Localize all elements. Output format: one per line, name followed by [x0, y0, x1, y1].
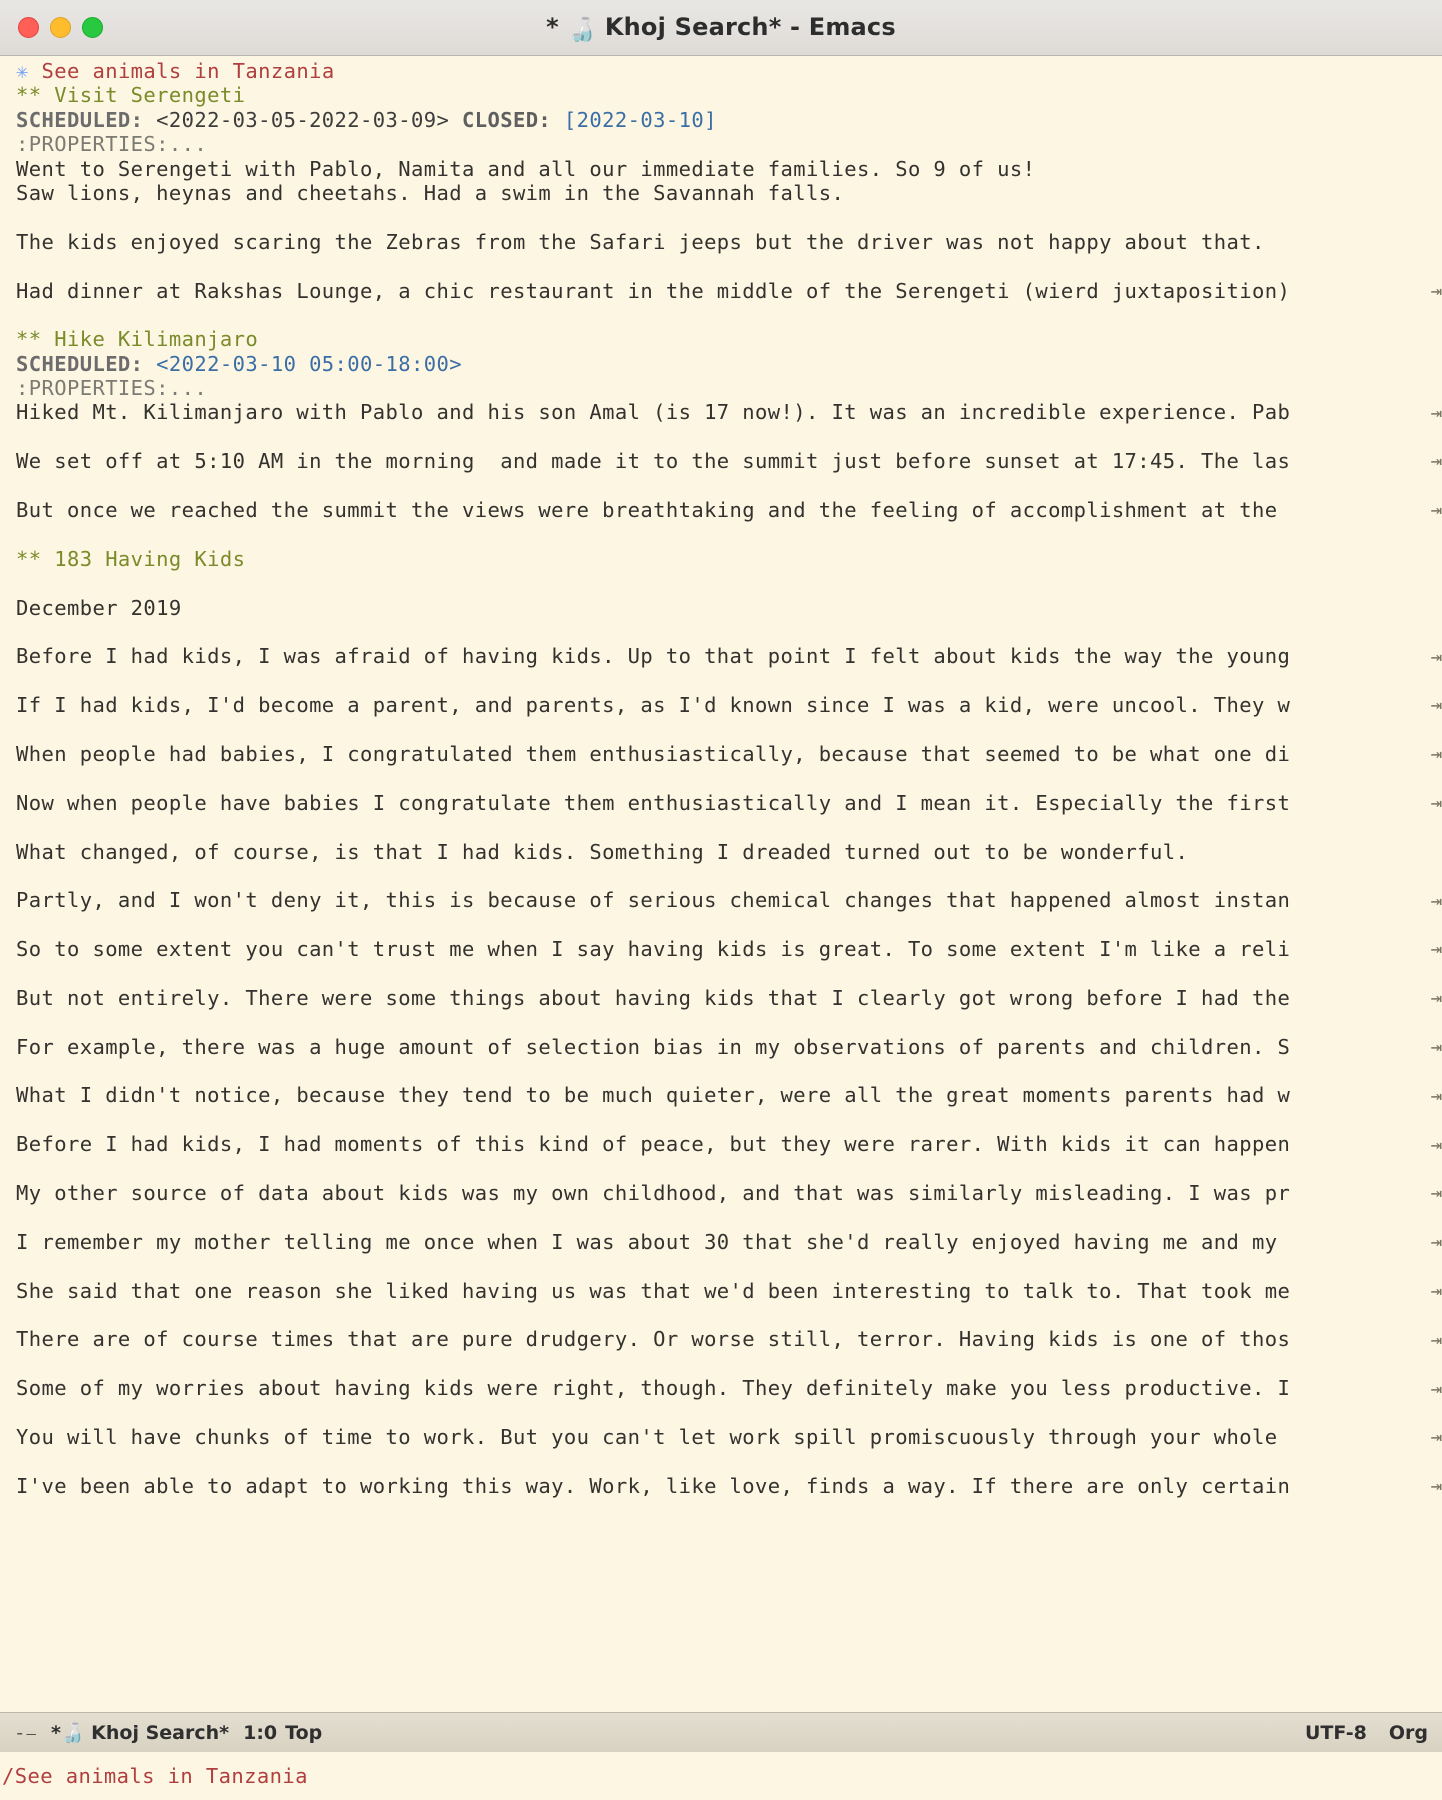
blank-line	[16, 1400, 1426, 1424]
blank-line	[16, 205, 1426, 229]
org-body-line	[16, 498, 1426, 522]
body-text: You will have chunks of time to work. But you can't let work spill promiscuously through your whole	[16, 1424, 1291, 1449]
mode-line-coding: UTF-8	[1304, 1721, 1367, 1744]
mode-line	[0, 1712, 1442, 1752]
body-text: When people had babies, I congratulated them enthusiastically, because that seemed to be what one di	[16, 741, 1291, 766]
line-continuation-icon: ⇥	[1430, 1084, 1442, 1107]
blank-line	[16, 303, 1426, 327]
org-heading-level-2	[16, 547, 1426, 571]
blank-line	[16, 425, 1426, 449]
org-properties-drawer[interactable]	[16, 132, 1426, 156]
org-body-line	[16, 888, 1426, 912]
scheduled-keyword: SCHEDULED:	[16, 107, 144, 132]
blank-line	[16, 1205, 1426, 1229]
body-text: I remember my mother telling me once when I was about 30 that she'd really enjoyed having me and my	[16, 1229, 1291, 1254]
body-text: My other source of data about kids was my own childhood, and that was similarly misleading. I was pr	[16, 1180, 1291, 1205]
scheduled-timestamp[interactable]: <2022-03-05-2022-03-09>	[143, 107, 462, 132]
body-text: So to some extent you can't trust me when I say having kids is great. To some extent I'm like a reli	[16, 937, 1291, 962]
line-continuation-icon: ⇥	[1430, 889, 1442, 912]
blank-line	[16, 1157, 1426, 1181]
body-text: December 2019	[16, 595, 182, 620]
org-heading-text: Visit Serengeti	[41, 83, 246, 108]
body-text: Had dinner at Rakshas Lounge, a chic restaurant in the middle of the Serengeti (wierd juxtaposition)	[16, 278, 1291, 303]
org-body-line	[16, 181, 1426, 205]
org-bullet-icon: ✳	[16, 59, 29, 83]
org-buffer-text[interactable]	[16, 56, 1426, 1712]
org-heading-level-1	[16, 59, 1426, 83]
body-text: There are of course times that are pure drudgery. Or worse still, terror. Having kids is one of thos	[16, 1327, 1291, 1352]
blank-line	[16, 1108, 1426, 1132]
khoj-icon: 🍶	[567, 16, 597, 43]
org-stars: **	[16, 546, 42, 571]
line-continuation-icon: ⇥	[1430, 401, 1442, 424]
khoj-icon-modeline: 🍶	[60, 1722, 85, 1744]
line-continuation-icon: ⇥	[1430, 1280, 1442, 1302]
body-text: For example, there was a huge amount of selection bias in my observations of parents and children. S	[16, 1034, 1291, 1059]
org-body-line	[16, 400, 1426, 424]
window-title	[0, 13, 1442, 43]
close-button[interactable]	[18, 17, 39, 38]
org-body-line	[16, 157, 1426, 181]
line-continuation-icon: ⇥	[1430, 1426, 1442, 1449]
blank-line	[16, 522, 1426, 546]
line-continuation-icon: ⇥	[1430, 1475, 1442, 1498]
line-continuation-icon: ⇥	[1430, 792, 1442, 814]
org-body-line	[16, 1376, 1426, 1400]
window-title-prefix: *	[546, 12, 568, 41]
org-stars: **	[16, 83, 42, 108]
body-text: What I didn't notice, because they tend to be much quieter, were all the great moments parents had w	[16, 1083, 1291, 1108]
scheduled-keyword: SCHEDULED:	[16, 351, 144, 376]
line-continuation-icon: ⇥	[1430, 1133, 1442, 1156]
org-body-line	[16, 1035, 1426, 1059]
blank-line	[16, 864, 1426, 888]
mode-line-bars: -⎯	[14, 1721, 37, 1744]
body-text: Hiked Mt. Kilimanjaro with Pablo and his son Amal (is 17 now!). It was an incredible experience. Pab	[16, 400, 1291, 425]
line-continuation-icon: ⇥	[1430, 743, 1442, 766]
line-continuation-icon: ⇥	[1430, 1182, 1442, 1205]
window-title-text: Khoj Search* - Emacs	[596, 12, 896, 41]
properties-label: :PROPERTIES:...	[16, 132, 208, 157]
org-heading-text: Hike Kilimanjaro	[41, 327, 259, 352]
blank-line	[16, 254, 1426, 278]
body-text: Before I had kids, I had moments of this kind of peace, but they were rarer. With kids it can happen	[16, 1132, 1291, 1157]
org-body-line	[16, 937, 1426, 961]
buffer-area[interactable]	[0, 56, 1442, 1712]
line-continuation-icon: ⇥	[1430, 499, 1442, 522]
body-text: Before I had kids, I was afraid of having kids. Up to that point I felt about kids the way the young	[16, 644, 1291, 669]
left-fringe	[0, 56, 16, 1712]
mode-line-scroll: Top	[285, 1721, 323, 1744]
line-continuation-icon: ⇥	[1430, 1231, 1442, 1254]
minibuffer[interactable]	[0, 1752, 1442, 1800]
org-scheduled-line	[16, 352, 1426, 376]
blank-line	[16, 815, 1426, 839]
body-text: She said that one reason she liked having us was that we'd been interesting to talk to. That took me	[16, 1278, 1291, 1303]
body-text: The kids enjoyed scaring the Zebras from the Safari jeeps but the driver was not happy about that.	[16, 229, 1265, 254]
body-text: If I had kids, I'd become a parent, and parents, as I'd known since I was a kid, were uncool. They w	[16, 693, 1291, 718]
org-body-line	[16, 693, 1426, 717]
line-continuation-icon: ⇥	[1430, 279, 1442, 302]
line-continuation-icon: ⇥	[1430, 1036, 1442, 1058]
org-body-line	[16, 644, 1426, 668]
blank-line	[16, 718, 1426, 742]
org-body-line	[16, 279, 1426, 303]
minimize-button[interactable]	[50, 17, 71, 38]
window-controls	[0, 17, 103, 38]
body-text: But not entirely. There were some things about having kids that I clearly got wrong before I had the	[16, 985, 1291, 1010]
org-body-line	[16, 230, 1426, 254]
blank-line	[16, 1010, 1426, 1034]
org-body-line	[16, 1279, 1426, 1303]
org-stars: **	[16, 327, 42, 352]
org-body-line	[16, 791, 1426, 815]
body-text: I've been able to adapt to working this way. Work, like love, finds a way. If there are only certain	[16, 1473, 1291, 1498]
body-text: But once we reached the summit the views were breathtaking and the feeling of accomplishment at the	[16, 498, 1291, 523]
line-continuation-icon: ⇥	[1430, 1377, 1442, 1400]
blank-line	[16, 1352, 1426, 1376]
org-body-line	[16, 1425, 1426, 1449]
org-heading-level-2	[16, 327, 1426, 351]
line-continuation-icon: ⇥	[1430, 450, 1442, 473]
org-heading-text: 183 Having Kids	[41, 546, 246, 571]
org-scheduled-closed-line	[16, 108, 1426, 132]
blank-line	[16, 1449, 1426, 1473]
closed-keyword: CLOSED:	[461, 107, 552, 132]
blank-line	[16, 1059, 1426, 1083]
scheduled-timestamp[interactable]: <2022-03-10 05:00-18:00>	[143, 351, 462, 376]
mode-line-position: 1:0	[243, 1721, 278, 1744]
body-text: Saw lions, heynas and cheetahs. Had a swim in the Savannah falls.	[16, 180, 845, 205]
blank-line	[16, 571, 1426, 595]
org-body-line	[16, 1327, 1426, 1351]
mode-line-major-mode: Org	[1388, 1721, 1428, 1744]
org-body-line	[16, 449, 1426, 473]
org-heading-level-2	[16, 83, 1426, 107]
org-body-line	[16, 742, 1426, 766]
body-text: What changed, of course, is that I had kids. Something I dreaded turned out to be wonderful.	[16, 839, 1189, 864]
line-continuation-icon: ⇥	[1430, 694, 1442, 717]
org-body-line	[16, 1132, 1426, 1156]
org-body-line	[16, 596, 1426, 620]
org-body-line	[16, 1474, 1426, 1498]
org-body-line	[16, 840, 1426, 864]
org-properties-drawer[interactable]	[16, 376, 1426, 400]
blank-line	[16, 1303, 1426, 1327]
closed-timestamp[interactable]: [2022-03-10]	[551, 107, 717, 132]
zoom-button[interactable]	[82, 17, 103, 38]
body-text: Partly, and I won't deny it, this is because of serious chemical changes that happened almost instan	[16, 888, 1291, 913]
line-continuation-icon: ⇥	[1430, 1328, 1442, 1351]
blank-line	[16, 961, 1426, 985]
blank-line	[16, 913, 1426, 937]
blank-line	[16, 620, 1426, 644]
body-text: Went to Serengeti with Pablo, Namita and all our immediate families. So 9 of us!	[16, 156, 1036, 181]
org-body-line	[16, 1181, 1426, 1205]
minibuffer-text: /See animals in Tanzania	[2, 1764, 308, 1788]
org-body-line	[16, 1230, 1426, 1254]
body-text: We set off at 5:10 AM in the morning and made it to the summit just before sunset at 17:45. The las	[16, 449, 1291, 474]
line-continuation-icon: ⇥	[1430, 645, 1442, 668]
blank-line	[16, 669, 1426, 693]
blank-line	[16, 474, 1426, 498]
title-bar	[0, 0, 1442, 56]
mode-line-buffer-name: *🍶 Khoj Search*	[50, 1722, 230, 1744]
blank-line	[16, 766, 1426, 790]
line-continuation-icon: ⇥	[1430, 938, 1442, 961]
org-body-line	[16, 1083, 1426, 1107]
properties-label: :PROPERTIES:...	[16, 376, 208, 401]
body-text: Some of my worries about having kids were right, though. They definitely make you less productive. I	[16, 1376, 1291, 1401]
org-body-line	[16, 986, 1426, 1010]
org-heading-text: See animals in Tanzania	[28, 59, 335, 83]
body-text: Now when people have babies I congratulate them enthusiastically and I mean it. Especially the first	[16, 790, 1291, 815]
line-continuation-icon: ⇥	[1430, 987, 1442, 1010]
blank-line	[16, 1254, 1426, 1278]
scrollbar[interactable]	[1437, 56, 1442, 1712]
